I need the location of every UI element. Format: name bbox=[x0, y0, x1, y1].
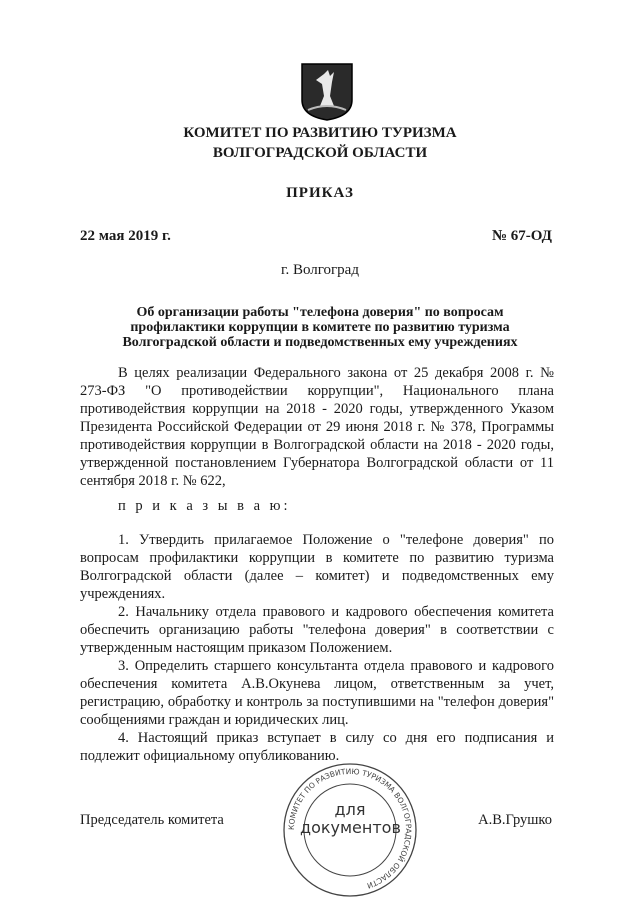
stamp-text-line1: для bbox=[334, 800, 366, 819]
stamp-text-line2: документов bbox=[300, 818, 401, 837]
document-title: Об организации работы "телефона доверия" по вопросам профилактики коррупции в комитете по развитию туризма Волгоградской области и подведомственных ему учреждениях bbox=[122, 305, 518, 350]
order-items bbox=[80, 531, 554, 765]
order-item-3: 3. Определить старшего консультанта отдела правового и кадрового обеспечения комитета А.В.Окунева лицом, ответственным за учет, регистрацию, обработку и контроль за поступившими на "телефон доверия" сообщениями граждан и юридических лиц. bbox=[80, 658, 554, 728]
signer-position: Председатель комитета bbox=[80, 812, 224, 828]
order-item-1: 1. Утвердить прилагаемое Положение о "телефоне доверия" по вопросам профилактики коррупции в комитете по развитию туризма Волгоградской области (далее – комитет) и подведомственных ему учреждениях. bbox=[80, 532, 554, 602]
org-name-line1: КОМИТЕТ ПО РАЗВИТИЮ ТУРИЗМА bbox=[183, 125, 457, 141]
order-word: п р и к а з ы в а ю: bbox=[118, 498, 291, 514]
seal-ring-text: КОМИТЕТ ПО РАЗВИТИЮ ТУРИЗМА ВОЛГОГРАДСКОЙ ОБЛАСТИ bbox=[286, 766, 414, 891]
document-city: г. Волгоград bbox=[281, 262, 359, 278]
volgograd-emblem-icon bbox=[300, 62, 354, 122]
org-name-line2: ВОЛГОГРАДСКОЙ ОБЛАСТИ bbox=[212, 145, 428, 161]
document-type: ПРИКАЗ bbox=[286, 185, 354, 201]
order-item-2: 2. Начальнику отдела правового и кадрового обеспечения комитета обеспечить организацию работы "телефона доверия" в соответствии с утвержденным настоящим приказом Положением. bbox=[80, 604, 554, 656]
signer-name: А.В.Грушко bbox=[478, 812, 552, 828]
document-number: № 67-ОД bbox=[491, 228, 552, 244]
preamble-paragraph: В целях реализации Федерального закона от 25 декабря 2008 г. № 273-ФЗ "О противодействии коррупции", Национального плана противодействия коррупции на 2018 - 2020 годы, утвержденного Указом Президента Российской Федерации от 29 июня 2018 г. № 378, Программы противодействия коррупции в Волгоградской области на 2018 - 2020 годы, утвержденной постановлением Губернатора Волгоградской области от 11 сентября 2018 г. № 622, bbox=[80, 365, 554, 489]
document-date: 22 мая 2019 г. bbox=[80, 228, 171, 244]
order-item-4: 4. Настоящий приказ вступает в силу со дня его подписания и подлежит официальному опубликованию. bbox=[80, 730, 554, 764]
